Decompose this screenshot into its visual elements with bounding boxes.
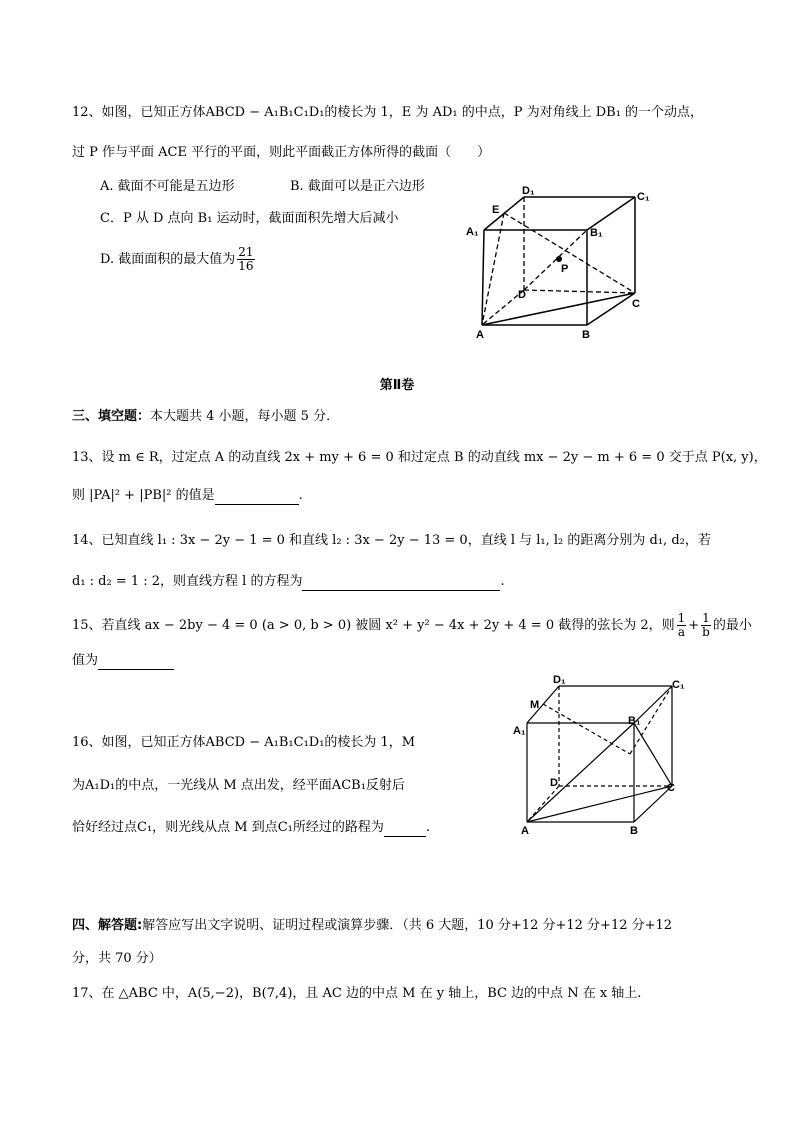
answer-section-line2: 分，共 70 分） — [72, 951, 162, 966]
label-a1: A₁ — [466, 226, 479, 238]
label-b1: B₁ — [590, 227, 603, 239]
q12-line2: 过 P 作与平面 ACE 平行的平面，则此平面截正方体所得的截面（ ） — [72, 145, 491, 160]
q14-line1: 14、已知直线 l₁ : 3x − 2y − 1 = 0 和直线 l₂ : 3x − 2y − 13 = 0，直线 l 与 l₁, l₂ 的距离分别为 d₁, d₂，若 — [72, 533, 711, 548]
answer-section-line1: 四、解答题:解答应写出文字说明、证明过程或演算步骤．（共 6 大题，10 分+12 分+12 分+12 分+12 — [72, 918, 673, 933]
label-p: P — [561, 263, 569, 275]
q12-line1: 12、如图，已知正方体ABCD − A₁B₁C₁D₁的棱长为 1，E 为 AD₁ 的中点，P 为对角线上 DB₁ 的一个动点， — [72, 105, 704, 120]
q16-answer-blank[interactable] — [384, 822, 426, 837]
q16-line2: 为A₁D₁的中点，一光线从 M 点出发，经平面ACB₁反射后 — [72, 778, 405, 793]
q12-option-b: B. 截面可以是正六边形 — [290, 179, 425, 194]
label-a1: A₁ — [513, 725, 526, 737]
q13-answer-blank[interactable] — [215, 490, 299, 505]
q12-option-a: A. 截面不可能是五边形 — [100, 179, 235, 194]
q12-cube-figure — [462, 180, 662, 345]
q13-line2: 则 |PA|² + |PB|² 的值是 . — [72, 488, 303, 503]
q15-answer-blank[interactable] — [98, 655, 174, 670]
label-a: A — [521, 825, 529, 837]
q12-option-d-text: D. 截面面积的最大值为 — [100, 252, 236, 267]
label-d: D — [518, 289, 526, 301]
label-b1: B₁ — [628, 715, 641, 727]
q12-option-c: C．P 从 D 点向 B₁ 运动时，截面面积先增大后减小 — [100, 211, 399, 226]
q15-line2: 值为 — [72, 652, 174, 670]
q14-line2: d₁ : d₂ = 1 : 2，则直线方程 l 的方程为 . — [72, 574, 505, 589]
label-e: E — [492, 204, 500, 216]
label-a: A — [476, 329, 484, 341]
q14-answer-blank[interactable] — [302, 576, 500, 591]
q16-cube-figure — [512, 674, 692, 839]
label-b: B — [630, 825, 638, 837]
label-d: D — [550, 777, 558, 789]
q16-line3: 恰好经过点C₁，则光线从点 M 到点C₁所经过的路程为 . — [72, 820, 431, 835]
label-d1: D₁ — [522, 185, 535, 197]
label-m: M — [530, 699, 540, 711]
fill-blank-heading: 三、填空题：本大题共 4 小题，每小题 5 分． — [72, 409, 340, 424]
q12-option-d-fraction: $\frac{21}{16}$ — [238, 245, 254, 273]
label-b: B — [582, 329, 590, 341]
label-c1: C₁ — [672, 679, 685, 691]
label-c: C — [667, 782, 675, 794]
point-p-marker — [556, 256, 562, 262]
label-c: C — [632, 298, 640, 310]
label-c1: C₁ — [637, 191, 650, 203]
q13-line1: 13、设 m ∈ R，过定点 A 的动直线 2x + my + 6 = 0 和过定点 B 的动直线 mx − 2y − m + 6 = 0 交于点 P(x, y)， — [72, 450, 767, 465]
q12-option-d — [100, 246, 257, 273]
q17-line1: 17、在 △ABC 中，A(5,−2)，B(7,4)，且 AC 边的中点 M 在 y 轴上，BC 边的中点 N 在 x 轴上. — [72, 986, 642, 1001]
q16-line1: 16、如图，已知正方体ABCD − A₁B₁C₁D₁的棱长为 1，M — [72, 735, 416, 750]
q15-line1: 15、若直线 ax − 2by − 4 = 0 (a > 0, b > 0) 被圆 x² + y² − 4x + 2y + 4 = 0 截得的弦长为 2，则 $\frac{1}{a}$ + $\frac{1}{b}$ 的最小 — [72, 611, 752, 639]
section-title: 第Ⅱ卷 — [379, 378, 415, 393]
label-d1: D₁ — [553, 674, 566, 686]
